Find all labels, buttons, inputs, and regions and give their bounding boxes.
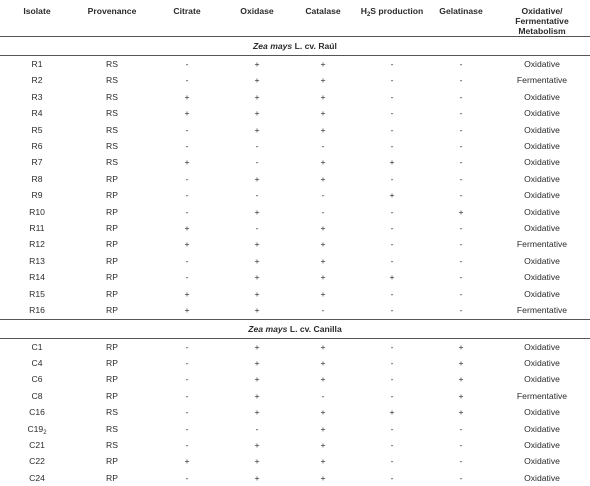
metabolism-cell: Oxidative bbox=[494, 355, 590, 371]
catalase-cell: + bbox=[290, 105, 356, 121]
citrate-cell: - bbox=[150, 269, 224, 285]
provenance-cell: RP bbox=[74, 302, 150, 319]
isolate-cell: C8 bbox=[0, 388, 74, 404]
table-row bbox=[0, 138, 590, 154]
gelatinase-cell: - bbox=[428, 269, 494, 285]
metabolism-cell: Fermentative bbox=[494, 72, 590, 88]
catalase-cell: + bbox=[290, 171, 356, 187]
section-cultivar: L. cv. Canilla bbox=[287, 324, 341, 334]
table-row bbox=[0, 302, 590, 319]
oxidase-cell: + bbox=[224, 355, 290, 371]
citrate-cell: - bbox=[150, 122, 224, 138]
oxidase-cell: + bbox=[224, 302, 290, 319]
isolate-cell: C16 bbox=[0, 404, 74, 420]
h2s-cell: - bbox=[356, 220, 428, 236]
gelatinase-cell: - bbox=[428, 89, 494, 105]
header-oxidase: Oxidase bbox=[224, 0, 290, 37]
gelatinase-cell: - bbox=[428, 470, 494, 486]
header-h2s-production bbox=[356, 0, 428, 37]
provenance-cell: RP bbox=[74, 220, 150, 236]
isolate-cell: R7 bbox=[0, 154, 74, 170]
gelatinase-cell: + bbox=[428, 371, 494, 387]
section-header-row bbox=[0, 319, 590, 338]
metabolism-cell: Fermentative bbox=[494, 388, 590, 404]
citrate-cell: + bbox=[150, 105, 224, 121]
provenance-cell: RP bbox=[74, 187, 150, 203]
h2s-cell: - bbox=[356, 388, 428, 404]
isolate-cell: R4 bbox=[0, 105, 74, 121]
provenance-cell: RP bbox=[74, 171, 150, 187]
provenance-cell: RS bbox=[74, 154, 150, 170]
metabolism-cell: Oxidative bbox=[494, 89, 590, 105]
metabolism-cell: Oxidative bbox=[494, 220, 590, 236]
isolate-cell: R3 bbox=[0, 89, 74, 105]
oxidase-cell: - bbox=[224, 138, 290, 154]
provenance-cell: RP bbox=[74, 388, 150, 404]
catalase-cell: - bbox=[290, 302, 356, 319]
oxidase-cell: + bbox=[224, 404, 290, 420]
oxidase-cell: + bbox=[224, 286, 290, 302]
citrate-cell: + bbox=[150, 154, 224, 170]
oxidase-cell: - bbox=[224, 187, 290, 203]
oxidase-cell: + bbox=[224, 253, 290, 269]
oxidase-cell: + bbox=[224, 171, 290, 187]
citrate-cell: - bbox=[150, 371, 224, 387]
table-row bbox=[0, 437, 590, 453]
metabolism-cell: Fermentative bbox=[494, 236, 590, 252]
gelatinase-cell: - bbox=[428, 154, 494, 170]
gelatinase-cell: + bbox=[428, 404, 494, 420]
isolate-cell: R8 bbox=[0, 171, 74, 187]
provenance-cell: RP bbox=[74, 253, 150, 269]
citrate-cell: + bbox=[150, 302, 224, 319]
catalase-cell: + bbox=[290, 72, 356, 88]
metabolism-cell: Oxidative bbox=[494, 122, 590, 138]
isolate-cell bbox=[0, 421, 74, 437]
citrate-cell: - bbox=[150, 138, 224, 154]
table-row bbox=[0, 89, 590, 105]
table-row bbox=[0, 236, 590, 252]
table-row bbox=[0, 220, 590, 236]
catalase-cell: + bbox=[290, 338, 356, 355]
citrate-cell: - bbox=[150, 470, 224, 486]
metabolism-cell: Oxidative bbox=[494, 453, 590, 469]
table-row bbox=[0, 253, 590, 269]
gelatinase-cell: - bbox=[428, 253, 494, 269]
table-row bbox=[0, 56, 590, 73]
table-row bbox=[0, 470, 590, 486]
provenance-cell: RS bbox=[74, 72, 150, 88]
section-species: Zea mays bbox=[248, 324, 287, 334]
h2s-cell: - bbox=[356, 421, 428, 437]
oxidase-cell: + bbox=[224, 371, 290, 387]
catalase-cell: + bbox=[290, 56, 356, 73]
citrate-cell: - bbox=[150, 253, 224, 269]
oxidase-cell: + bbox=[224, 72, 290, 88]
h2s-cell: - bbox=[356, 355, 428, 371]
oxidase-cell: - bbox=[224, 154, 290, 170]
gelatinase-cell: - bbox=[428, 220, 494, 236]
isolate-cell: R10 bbox=[0, 204, 74, 220]
header-h2s-rest: S production bbox=[370, 6, 423, 16]
gelatinase-cell: + bbox=[428, 355, 494, 371]
table-row bbox=[0, 338, 590, 355]
provenance-cell: RP bbox=[74, 204, 150, 220]
isolate-cell: R14 bbox=[0, 269, 74, 285]
catalase-cell: - bbox=[290, 187, 356, 203]
h2s-cell: - bbox=[356, 89, 428, 105]
isolate-cell: R11 bbox=[0, 220, 74, 236]
isolate-cell: C6 bbox=[0, 371, 74, 387]
gelatinase-cell: - bbox=[428, 56, 494, 73]
oxidase-cell: + bbox=[224, 105, 290, 121]
citrate-cell: - bbox=[150, 204, 224, 220]
section-title bbox=[0, 319, 590, 338]
h2s-cell: - bbox=[356, 338, 428, 355]
table-row bbox=[0, 371, 590, 387]
citrate-cell: - bbox=[150, 437, 224, 453]
section-cultivar: L. cv. Raúl bbox=[292, 41, 337, 51]
h2s-cell: - bbox=[356, 105, 428, 121]
citrate-cell: + bbox=[150, 220, 224, 236]
isolate-cell: R6 bbox=[0, 138, 74, 154]
header-metabolism bbox=[494, 0, 590, 37]
metabolism-cell: Oxidative bbox=[494, 286, 590, 302]
h2s-cell: - bbox=[356, 302, 428, 319]
header-metabolism-line1: Oxidative/ Fermentative bbox=[515, 6, 569, 26]
isolate-cell: R1 bbox=[0, 56, 74, 73]
h2s-cell: - bbox=[356, 371, 428, 387]
isolate-cell: C21 bbox=[0, 437, 74, 453]
gelatinase-cell: + bbox=[428, 338, 494, 355]
table-row bbox=[0, 388, 590, 404]
citrate-cell: - bbox=[150, 171, 224, 187]
isolate-cell: R12 bbox=[0, 236, 74, 252]
provenance-cell: RS bbox=[74, 105, 150, 121]
gelatinase-cell: + bbox=[428, 388, 494, 404]
oxidase-cell: - bbox=[224, 220, 290, 236]
isolate-cell: C1 bbox=[0, 338, 74, 355]
catalase-cell: + bbox=[290, 371, 356, 387]
gelatinase-cell: - bbox=[428, 236, 494, 252]
citrate-cell: + bbox=[150, 236, 224, 252]
provenance-cell: RP bbox=[74, 269, 150, 285]
h2s-cell: - bbox=[356, 470, 428, 486]
provenance-cell: RS bbox=[74, 56, 150, 73]
citrate-cell: - bbox=[150, 56, 224, 73]
metabolism-cell: Oxidative bbox=[494, 187, 590, 203]
table-row bbox=[0, 72, 590, 88]
h2s-cell: - bbox=[356, 56, 428, 73]
isolate-cell: R9 bbox=[0, 187, 74, 203]
h2s-cell: - bbox=[356, 72, 428, 88]
table-row bbox=[0, 269, 590, 285]
table-row bbox=[0, 154, 590, 170]
h2s-cell: - bbox=[356, 171, 428, 187]
citrate-cell: - bbox=[150, 404, 224, 420]
oxidase-cell: + bbox=[224, 89, 290, 105]
oxidase-cell: - bbox=[224, 421, 290, 437]
metabolism-cell: Oxidative bbox=[494, 371, 590, 387]
provenance-cell: RP bbox=[74, 453, 150, 469]
catalase-cell: + bbox=[290, 437, 356, 453]
header-h2s-h: H bbox=[361, 6, 367, 16]
provenance-cell: RP bbox=[74, 355, 150, 371]
metabolism-cell: Oxidative bbox=[494, 269, 590, 285]
provenance-cell: RS bbox=[74, 404, 150, 420]
catalase-cell: - bbox=[290, 388, 356, 404]
table-row bbox=[0, 204, 590, 220]
header-catalase: Catalase bbox=[290, 0, 356, 37]
catalase-cell: + bbox=[290, 89, 356, 105]
h2s-cell: - bbox=[356, 286, 428, 302]
table-row bbox=[0, 355, 590, 371]
metabolism-cell: Oxidative bbox=[494, 138, 590, 154]
isolate-cell: C4 bbox=[0, 355, 74, 371]
h2s-cell: - bbox=[356, 236, 428, 252]
oxidase-cell: + bbox=[224, 453, 290, 469]
provenance-cell: RS bbox=[74, 138, 150, 154]
provenance-cell: RP bbox=[74, 338, 150, 355]
catalase-cell: + bbox=[290, 154, 356, 170]
header-metabolism-line2: Metabolism bbox=[518, 26, 565, 36]
oxidase-cell: + bbox=[224, 338, 290, 355]
oxidase-cell: + bbox=[224, 437, 290, 453]
header-h2s-subscript: 2 bbox=[367, 12, 370, 18]
isolate-cell: R15 bbox=[0, 286, 74, 302]
gelatinase-cell: + bbox=[428, 204, 494, 220]
table-row bbox=[0, 404, 590, 420]
gelatinase-cell: - bbox=[428, 72, 494, 88]
oxidase-cell: + bbox=[224, 388, 290, 404]
isolate-subscript: 2 bbox=[43, 430, 46, 436]
catalase-cell: + bbox=[290, 470, 356, 486]
citrate-cell: + bbox=[150, 453, 224, 469]
header-gelatinase: Gelatinase bbox=[428, 0, 494, 37]
table-body bbox=[0, 37, 590, 486]
isolate-cell: R5 bbox=[0, 122, 74, 138]
oxidase-cell: + bbox=[224, 470, 290, 486]
section-header-row bbox=[0, 37, 590, 56]
table-row bbox=[0, 187, 590, 203]
gelatinase-cell: - bbox=[428, 302, 494, 319]
catalase-cell: + bbox=[290, 220, 356, 236]
gelatinase-cell: - bbox=[428, 421, 494, 437]
metabolism-cell: Oxidative bbox=[494, 404, 590, 420]
metabolism-cell: Oxidative bbox=[494, 437, 590, 453]
provenance-cell: RS bbox=[74, 421, 150, 437]
h2s-cell: + bbox=[356, 269, 428, 285]
metabolism-cell: Oxidative bbox=[494, 105, 590, 121]
catalase-cell: - bbox=[290, 138, 356, 154]
gelatinase-cell: - bbox=[428, 122, 494, 138]
h2s-cell: - bbox=[356, 453, 428, 469]
oxidase-cell: + bbox=[224, 204, 290, 220]
gelatinase-cell: - bbox=[428, 105, 494, 121]
provenance-cell: RP bbox=[74, 371, 150, 387]
isolate-cell: R2 bbox=[0, 72, 74, 88]
provenance-cell: RP bbox=[74, 470, 150, 486]
gelatinase-cell: - bbox=[428, 453, 494, 469]
catalase-cell: + bbox=[290, 453, 356, 469]
oxidase-cell: + bbox=[224, 236, 290, 252]
table-row bbox=[0, 421, 590, 437]
isolate-cell: C24 bbox=[0, 470, 74, 486]
provenance-cell: RP bbox=[74, 236, 150, 252]
catalase-cell: - bbox=[290, 204, 356, 220]
h2s-cell: + bbox=[356, 154, 428, 170]
table-header bbox=[0, 0, 590, 37]
metabolism-cell: Oxidative bbox=[494, 154, 590, 170]
oxidase-cell: + bbox=[224, 56, 290, 73]
gelatinase-cell: - bbox=[428, 171, 494, 187]
gelatinase-cell: - bbox=[428, 286, 494, 302]
oxidase-cell: + bbox=[224, 269, 290, 285]
oxidase-cell: + bbox=[224, 122, 290, 138]
h2s-cell: - bbox=[356, 138, 428, 154]
h2s-cell: - bbox=[356, 204, 428, 220]
catalase-cell: + bbox=[290, 122, 356, 138]
h2s-cell: - bbox=[356, 253, 428, 269]
metabolism-cell: Oxidative bbox=[494, 204, 590, 220]
citrate-cell: - bbox=[150, 72, 224, 88]
catalase-cell: + bbox=[290, 421, 356, 437]
catalase-cell: + bbox=[290, 286, 356, 302]
metabolism-cell: Fermentative bbox=[494, 302, 590, 319]
citrate-cell: - bbox=[150, 388, 224, 404]
catalase-cell: + bbox=[290, 236, 356, 252]
provenance-cell: RS bbox=[74, 437, 150, 453]
metabolism-cell: Oxidative bbox=[494, 470, 590, 486]
metabolism-cell: Oxidative bbox=[494, 338, 590, 355]
header-isolate: Isolate bbox=[0, 0, 74, 37]
table-row bbox=[0, 453, 590, 469]
header-provenance: Provenance bbox=[74, 0, 150, 37]
metabolism-cell: Oxidative bbox=[494, 171, 590, 187]
citrate-cell: - bbox=[150, 355, 224, 371]
metabolism-cell: Oxidative bbox=[494, 56, 590, 73]
catalase-cell: + bbox=[290, 355, 356, 371]
metabolism-cell: Oxidative bbox=[494, 253, 590, 269]
table-row bbox=[0, 122, 590, 138]
table-row bbox=[0, 171, 590, 187]
gelatinase-cell: - bbox=[428, 187, 494, 203]
table-row bbox=[0, 105, 590, 121]
provenance-cell: RS bbox=[74, 89, 150, 105]
isolate-label: C19 bbox=[27, 424, 43, 434]
section-title bbox=[0, 37, 590, 56]
gelatinase-cell: - bbox=[428, 437, 494, 453]
citrate-cell: + bbox=[150, 89, 224, 105]
isolate-cell: R16 bbox=[0, 302, 74, 319]
citrate-cell: - bbox=[150, 187, 224, 203]
h2s-cell: + bbox=[356, 404, 428, 420]
catalase-cell: + bbox=[290, 253, 356, 269]
provenance-cell: RS bbox=[74, 122, 150, 138]
table-row bbox=[0, 286, 590, 302]
metabolism-cell: Oxidative bbox=[494, 421, 590, 437]
citrate-cell: - bbox=[150, 421, 224, 437]
provenance-cell: RP bbox=[74, 286, 150, 302]
isolate-cell: R13 bbox=[0, 253, 74, 269]
header-citrate: Citrate bbox=[150, 0, 224, 37]
isolate-cell: C22 bbox=[0, 453, 74, 469]
citrate-cell: - bbox=[150, 338, 224, 355]
gelatinase-cell: - bbox=[428, 138, 494, 154]
h2s-cell: - bbox=[356, 122, 428, 138]
catalase-cell: + bbox=[290, 404, 356, 420]
h2s-cell: + bbox=[356, 187, 428, 203]
citrate-cell: + bbox=[150, 286, 224, 302]
catalase-cell: + bbox=[290, 269, 356, 285]
h2s-cell: - bbox=[356, 437, 428, 453]
section-species: Zea mays bbox=[253, 41, 292, 51]
